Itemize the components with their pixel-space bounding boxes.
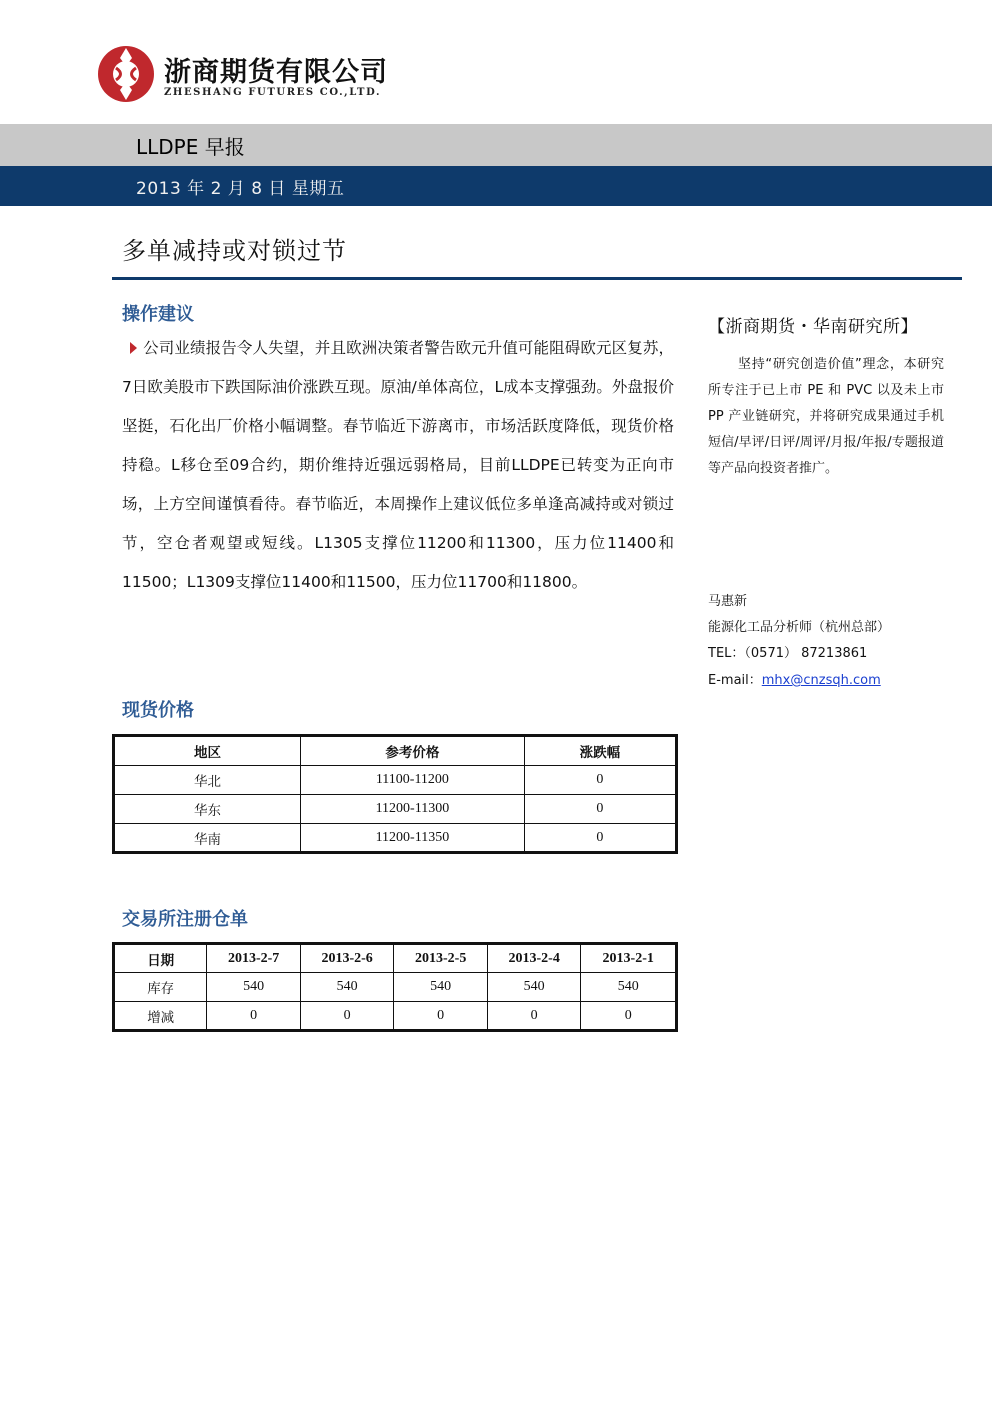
table-cell: 华东 bbox=[114, 795, 301, 824]
table-cell: 540 bbox=[487, 973, 581, 1002]
bullet-arrow-icon bbox=[130, 342, 137, 354]
report-date: 2013 年 2 月 8 日 星期五 bbox=[136, 179, 345, 199]
analyst-role: 能源化工品分析师（杭州总部） bbox=[708, 620, 891, 635]
page-title: 多单减持或对锁过节 bbox=[122, 237, 347, 265]
table-row bbox=[114, 824, 677, 853]
sidebar-title: 【浙商期货・华南研究所】 bbox=[708, 317, 918, 337]
analyst-name: 马惠新 bbox=[708, 594, 748, 609]
table-cell: 0 bbox=[394, 1002, 488, 1031]
table-cell: 0 bbox=[581, 1002, 677, 1031]
company-name-en: ZHESHANG FUTURES CO.,LTD. bbox=[164, 87, 382, 98]
warehouse-section-title: 交易所注册仓单 bbox=[122, 909, 248, 930]
table-header-row bbox=[114, 944, 677, 973]
table-row bbox=[114, 1002, 677, 1031]
table-header-cell: 2013-2-1 bbox=[581, 944, 677, 973]
table-header-cell: 日期 bbox=[114, 944, 207, 973]
table-row bbox=[114, 795, 677, 824]
table-cell: 540 bbox=[207, 973, 301, 1002]
sidebar-intro: 坚持“研究创造价值”理念，本研究所专注于已上市 PE 和 PVC 以及未上市 PP 产业链研究，并将研究成果通过手机短信/早评/日评/周评/月报/年报/专题报道等产品向投资者推广。 bbox=[708, 357, 944, 476]
table-cell: 540 bbox=[394, 973, 488, 1002]
table-row bbox=[114, 973, 677, 1002]
table-cell: 11100-11200 bbox=[300, 766, 524, 795]
table-cell: 540 bbox=[300, 973, 394, 1002]
advice-text: 公司业绩报告令人失望，并且欧洲决策者警告欧元升值可能阻碍欧元区复苏，7日欧美股市下跌国际油价涨跌互现。原油/单体高位，L成本支撑强劲。外盘报价坚挺，石化出厂价格小幅调整。春节临近下游离市，市场活跃度降低，现货价格持稳。L移仓至09合约，期价维持近强远弱格局，目前LLDPE已转变为正向市场，上方空间谨慎看待。春节临近，本周操作上建议低位多单逢高减持或对锁过节，空仓者观望或短线。L1305支撑位11200和11300，压力位11400和11500；L1309支撑位11400和11500，压力位11700和11800。 bbox=[122, 339, 674, 591]
advice-paragraph bbox=[122, 329, 674, 602]
table-cell: 0 bbox=[524, 824, 676, 853]
table-cell: 0 bbox=[524, 795, 676, 824]
zheshang-logo-icon bbox=[96, 44, 156, 104]
table-cell: 0 bbox=[207, 1002, 301, 1031]
spot-section-title: 现货价格 bbox=[122, 700, 194, 721]
table-header-row bbox=[114, 736, 677, 766]
table-cell: 540 bbox=[581, 973, 677, 1002]
table-row bbox=[114, 766, 677, 795]
analyst-email bbox=[708, 669, 881, 688]
table-header-cell: 2013-2-7 bbox=[207, 944, 301, 973]
table-header-cell: 2013-2-5 bbox=[394, 944, 488, 973]
table-header-cell: 2013-2-4 bbox=[487, 944, 581, 973]
report-type: LLDPE 早报 bbox=[136, 135, 245, 159]
spot-price-table bbox=[112, 734, 678, 854]
table-header-cell: 参考价格 bbox=[300, 736, 524, 766]
table-cell: 0 bbox=[487, 1002, 581, 1031]
table-header-cell: 2013-2-6 bbox=[300, 944, 394, 973]
email-link[interactable]: mhx@cnzsqh.com bbox=[761, 673, 881, 688]
email-label: E-mail： bbox=[708, 673, 762, 688]
advice-section-title: 操作建议 bbox=[122, 304, 194, 325]
table-cell: 增减 bbox=[114, 1002, 207, 1031]
table-cell: 11200-11300 bbox=[300, 795, 524, 824]
title-divider bbox=[112, 277, 962, 280]
table-cell: 华南 bbox=[114, 824, 301, 853]
warehouse-table bbox=[112, 942, 678, 1032]
table-cell: 0 bbox=[524, 766, 676, 795]
table-cell: 0 bbox=[300, 1002, 394, 1031]
table-cell: 库存 bbox=[114, 973, 207, 1002]
company-name-cn: 浙商期货有限公司 bbox=[164, 57, 388, 88]
table-cell: 11200-11350 bbox=[300, 824, 524, 853]
table-header-cell: 涨跌幅 bbox=[524, 736, 676, 766]
analyst-tel: TEL：（0571） 87213861 bbox=[708, 646, 868, 661]
table-header-cell: 地区 bbox=[114, 736, 301, 766]
table-cell: 华北 bbox=[114, 766, 301, 795]
